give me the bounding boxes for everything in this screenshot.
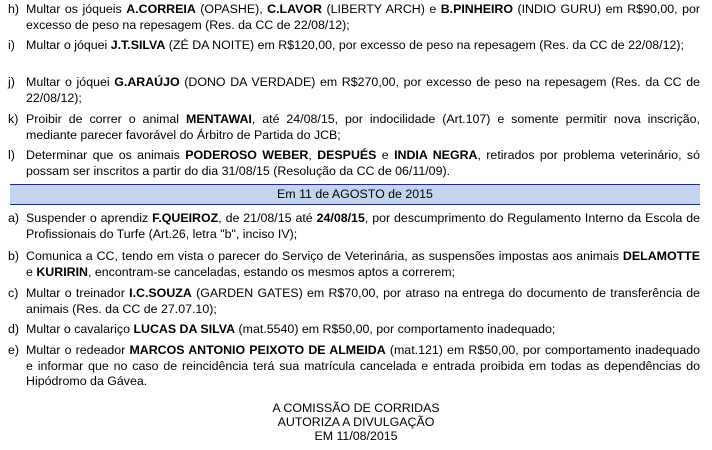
bold-name: PODEROSO WEBER: [185, 148, 309, 162]
text-run: (INDIO GURU) em R$90,00, por excesso de peso na repesagem (Res. da CC de 22/08/12);: [26, 2, 700, 32]
item-letter: d): [8, 322, 20, 336]
text-run: Multar o jóquei: [26, 75, 115, 89]
bold-name: INDIA NEGRA: [394, 148, 478, 162]
text-run: Suspender o aprendiz: [26, 211, 153, 225]
text-run: Multar o treinador: [26, 286, 130, 300]
text-run: (mat.5540) em R$50,00, por comportamento inadequado;: [235, 322, 556, 336]
text-run: , retirados por problema veterinário, só possam ser inscritos a partir do dia 31/08/15 (Resolução da CC de 06/11/09).: [26, 148, 700, 178]
bold-name: MARCOS ANTONIO PEIXOTO DE ALMEIDA: [129, 343, 386, 357]
bold-name: 24/08/15: [316, 211, 365, 225]
item-letter: c): [8, 286, 19, 300]
text-run: Comunica a CC, tendo em vista o parecer do Serviço de Veterinária, as suspensões impostas aos animais: [26, 249, 623, 263]
item-i: [8, 38, 700, 54]
item-text: [26, 2, 700, 33]
bold-name: DELAMOTTE: [622, 249, 700, 263]
item-a: [8, 211, 700, 242]
text-run: e: [376, 148, 395, 162]
item-letter: j): [8, 75, 15, 89]
bold-name: I.C.SOUZA: [129, 286, 192, 300]
text-run: Multar o cavalariço: [26, 322, 134, 336]
text-run: (DONO DA VERDADE) em R$270,00, por excesso de peso na repesagem (Res. da CC de 22/08/12);: [26, 75, 701, 105]
item-text: [26, 322, 700, 338]
text-run: , por descumprimento do Regulamento Interno da Escola de Profissionais do Turfe (Art.26, letra "b", inciso IV);: [26, 211, 700, 241]
item-text: [26, 286, 700, 317]
bold-name: LUCAS DA SILVA: [133, 322, 236, 336]
text-run: Multar os jóqueis: [26, 2, 127, 16]
item-text: [26, 75, 700, 106]
item-text: [26, 343, 700, 390]
text-run: (mat.121) em R$50,00, por comportamento inadequado e informar que no caso de reincidência terá sua matrícula cancelada e entrada proibida em todas as dependências do Hipódromo da Gávea.: [26, 343, 700, 389]
bold-name: G.ARAÚJO: [114, 75, 180, 89]
item-j: [8, 75, 700, 106]
text-run: , até 24/08/15, por indocilidade (Art.107) e somente permitir nova inscrição, mediante parecer favorável do Árbitro de Partida do JCB;: [26, 112, 700, 142]
text-run: , encontram-se canceladas, estando os mesmos aptos a correrem;: [87, 264, 456, 279]
signature-line-1: A COMISSÃO DE CORRIDAS: [272, 401, 440, 415]
bold-name: C.LAVOR: [267, 2, 322, 16]
item-text: [26, 148, 700, 179]
bold-name: J.T.SILVA: [110, 38, 166, 52]
text-run: Multar o jóquei: [26, 38, 111, 52]
text-run: , de 21/08/15 até: [218, 211, 317, 225]
signature-line-3: EM 11/08/2015: [314, 429, 398, 443]
item-text: [26, 211, 700, 242]
item-d: [8, 322, 700, 338]
text-run: (ZÉ DA NOITE) em R$120,00, por excesso de peso na repesagem (Res. da CC de 22/08/12);: [165, 38, 684, 52]
bold-name: B.PINHEIRO: [440, 2, 513, 16]
text-run: Proibir de correr o animal: [26, 112, 186, 126]
item-letter: i): [8, 38, 15, 52]
text-run: Determinar que os animais: [26, 148, 186, 162]
bold-name: F.QUEIROZ: [152, 211, 219, 225]
text-run: (OPASHE),: [195, 2, 268, 16]
item-text: [26, 38, 700, 54]
item-e: [8, 343, 700, 390]
item-letter: e): [8, 343, 20, 357]
item-letter: h): [8, 2, 20, 16]
item-c: [8, 286, 700, 317]
text-run: (LIBERTY ARCH) e: [322, 2, 441, 16]
item-text: [26, 112, 700, 143]
item-text: [26, 249, 700, 280]
item-letter: a): [8, 211, 20, 225]
signature-line-2: AUTORIZA A DIVULGAÇÃO: [277, 415, 435, 429]
text-run: (GARDEN GATES) em R$70,00, por atraso na entrega do documento de transferência de animais (Res. da CC de 27.07.10);: [26, 286, 700, 316]
signature-block: [0, 401, 712, 443]
item-l: [8, 148, 700, 179]
bold-name: A.CORREIA: [126, 2, 196, 16]
item-letter: l): [8, 148, 15, 162]
item-k: [8, 112, 700, 143]
item-letter: k): [8, 112, 19, 126]
bold-name: KURIRIN: [36, 264, 88, 279]
date-banner: Em 11 de AGOSTO de 2015: [10, 184, 700, 205]
bold-name: MENTAWAI: [186, 112, 252, 126]
item-letter: b): [8, 249, 20, 263]
bold-name: DESPUÉS: [317, 148, 377, 162]
text-run: ,: [308, 148, 318, 162]
text-run: e: [26, 264, 37, 279]
item-b: [8, 249, 700, 280]
item-h: [8, 2, 700, 33]
text-run: Multar o redeador: [26, 343, 130, 357]
